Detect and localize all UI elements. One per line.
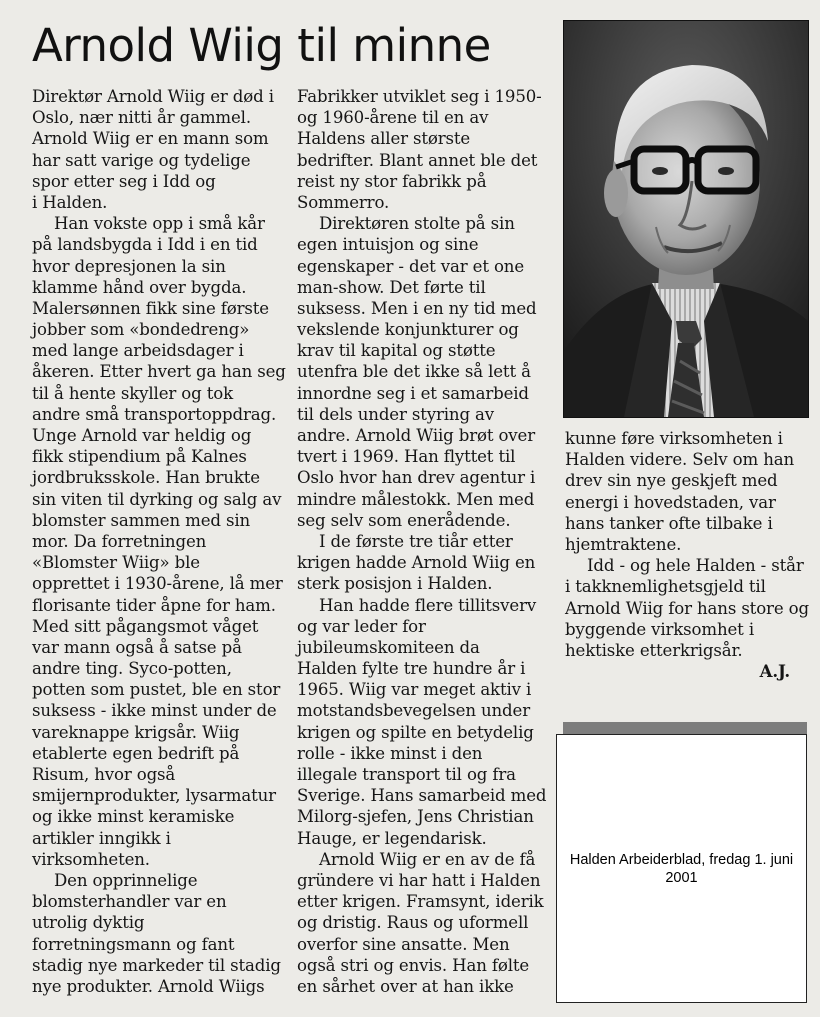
article-line: var mann også å satse på [32, 637, 242, 657]
portrait-photo [563, 20, 809, 418]
article-line: Halden fylte tre hundre år i [297, 659, 526, 679]
article-line: Malersønnen fikk sine første [32, 298, 269, 318]
article-column-2 [297, 86, 552, 997]
article-line: i takknemlighetsgjeld til [565, 577, 766, 597]
article-line: Fabrikker utviklet seg i 1950- [297, 87, 542, 106]
article-line: krigen hadde Arnold Wiig en [297, 553, 536, 573]
article-line: bedrifter. Blant annet ble det [297, 150, 538, 170]
article-line: Direktøren stolte på sin [319, 214, 515, 234]
article-line: gründere vi har hatt i Halden [297, 870, 541, 890]
article-line: seg selv som enerådende. [297, 510, 511, 530]
article-line: sterk posisjon i Halden. [297, 574, 493, 594]
article-line: motstandsbevegelsen under [297, 701, 530, 721]
article-line: smijernprodukter, lysarmatur [32, 786, 276, 806]
article-line: Halden videre. Selv om han [565, 450, 795, 470]
article-line: jubileumskomiteen da [297, 637, 480, 657]
caption-text: Halden Arbeiderblad, fredag 1. juni 2001 [569, 851, 794, 886]
article-line: Idd - og hele Halden - står [587, 556, 804, 576]
article-line: Direktør Arnold Wiig er død i [32, 87, 274, 106]
article-line: mor. Da forretningen [32, 531, 207, 551]
article-line: Sommerro. [297, 192, 390, 212]
article-line: forretningsmann og fant [32, 934, 235, 954]
article-line: 1965. Wiig var meget aktiv i [297, 680, 532, 700]
article-line: Unge Arnold var heldig og [32, 426, 252, 445]
article-line: byggende virksomhet i [565, 619, 754, 639]
article-line: etablerte egen bedrift på [32, 743, 240, 763]
article-line: utrolig dyktig [32, 913, 145, 933]
article-line: hektiske etterkrigsår. [565, 640, 743, 660]
article-line: Arnold Wiig for hans store og [565, 598, 809, 618]
article-column-3 [565, 428, 810, 682]
article-line: og 1960-årene til en av [297, 108, 489, 128]
article-line: suksess. Men i en ny tid med [297, 298, 537, 318]
article-line: Arnold Wiig er en av de få [319, 849, 536, 869]
article-line: Med sitt pågangsmot våget [32, 616, 259, 636]
article-line: utenfra ble det ikke så lett å [297, 362, 531, 382]
article-line: hans tanker ofte tilbake i [565, 513, 773, 533]
article-line: drev sin nye geskjeft med [565, 471, 778, 491]
article-line: Arnold Wiig er en mann som [32, 129, 269, 149]
article-line: I de første tre tiår etter [319, 531, 513, 551]
article-line: Han vokste opp i små kår [54, 214, 265, 234]
article-line: på landsbygda i Idd i en tid [32, 235, 258, 255]
article-line: suksess - ikke minst under de [32, 701, 277, 721]
article-line: vareknappe krigsår. Wiig [32, 722, 240, 742]
article-line: tvert i 1969. Han flyttet til [297, 447, 516, 467]
article-line: virksomheten. [32, 849, 150, 869]
signature: A.J. [759, 661, 790, 682]
article-column-1 [32, 86, 290, 997]
article-line: har satt varige og tydelige [32, 150, 251, 170]
article-line: Risum, hvor også [32, 765, 176, 784]
article-line: andre. Arnold Wiig brøt over [297, 426, 535, 445]
article-line: jordbruksskole. Han brukte [32, 468, 260, 488]
article-line: hjemtraktene. [565, 534, 682, 554]
article-line: mindre målestokk. Men med [297, 489, 535, 509]
article-line: jobber som «bondedreng» [32, 320, 250, 340]
article-line: en sårhet over at han ikke [297, 976, 514, 996]
article-line: og dristig. Raus og uformell [297, 913, 529, 933]
article-line: Han hadde flere tillitsverv [319, 595, 537, 615]
article-line: Oslo, nær nitti år gammel. [32, 108, 251, 128]
article-line: man-show. Det førte til [297, 277, 486, 297]
article-line: krav til kapital og støtte [297, 341, 496, 361]
article-line: Milorg-sjefen, Jens Christian [297, 807, 534, 827]
article-line: artikler inngikk i [32, 828, 171, 848]
article-line: med lange arbeidsdager i [32, 341, 244, 361]
article-line: kunne føre virksomheten i [565, 429, 783, 448]
article-line: Hauge, er legendarisk. [297, 828, 487, 848]
article-line: opprettet i 1930-årene, lå mer [32, 574, 283, 594]
article-line: til dels under styring av [297, 404, 495, 424]
article-line: stadig nye markeder til stadig [32, 955, 281, 975]
article-line: nye produkter. Arnold Wiigs [32, 976, 265, 996]
article-line: rolle - ikke minst i den [297, 743, 483, 763]
article-line: fikk stipendium på Kalnes [32, 447, 247, 467]
article-line: til å hente skyller og tok [32, 383, 233, 403]
article-line: klamme hånd over bygda. [32, 277, 247, 297]
article-line: åkeren. Etter hvert ga han seg [32, 362, 286, 382]
article-line: i Halden. [32, 192, 108, 212]
article-line: Sverige. Hans samarbeid med [297, 786, 547, 806]
article-title: Arnold Wiig til minne [32, 19, 491, 72]
caption-box [556, 734, 807, 1003]
article-line: energi i hovedstaden, var [565, 492, 776, 512]
article-line: «Blomster Wiig» ble [32, 553, 200, 573]
article-line: Oslo hvor han drev agentur i [297, 468, 536, 488]
article-line: potten som pustet, ble en stor [32, 680, 281, 700]
article-line: blomster sammen med sin [32, 510, 251, 530]
article-line: reist ny stor fabrikk på [297, 171, 487, 191]
article-line: overfor sine ansatte. Men [297, 934, 510, 954]
article-line: og ikke minst keramiske [32, 807, 235, 827]
article-line: innordne seg i et samarbeid [297, 383, 529, 403]
article-line: sin viten til dyrking og salg av [32, 489, 282, 509]
article-line: blomsterhandler var en [32, 892, 227, 912]
article-line: hvor depresjonen la sin [32, 256, 226, 276]
article-line: illegale transport til og fra [297, 765, 516, 784]
article-line: florisante tider åpne for ham. [32, 595, 276, 615]
article-line: krigen og spilte en betydelig [297, 722, 534, 742]
article-line: Den opprinnelige [54, 870, 198, 890]
article-line: egen intuisjon og sine [297, 235, 479, 255]
article-line: vekslende konjunkturer og [297, 320, 519, 340]
article-line: og var leder for [297, 616, 426, 636]
article-line: etter krigen. Framsynt, iderik [297, 892, 544, 912]
article-line: andre små transportoppdrag. [32, 404, 277, 424]
article-line: spor etter seg i Idd og [32, 171, 216, 191]
article-line: egenskaper - det var et one [297, 256, 525, 276]
article-line: også stri og envis. Han følte [297, 955, 530, 975]
article-line: Haldens aller største [297, 129, 471, 149]
article-line: andre ting. Syco-potten, [32, 659, 232, 679]
